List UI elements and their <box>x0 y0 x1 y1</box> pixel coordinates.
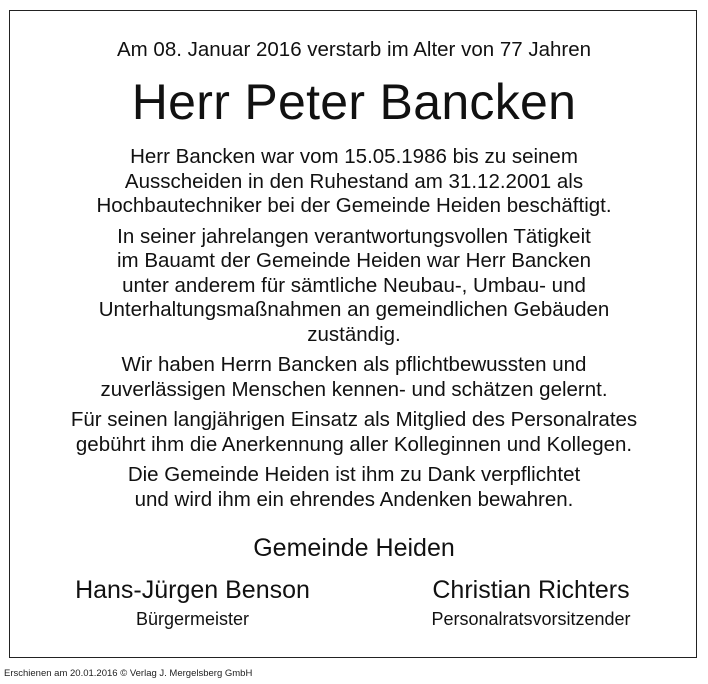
text-line: Für seinen langjährigen Einsatz als Mitglied des Personalrates <box>70 408 638 431</box>
text-line: Unterhaltungsmaßnahmen an gemeindlichen Gebäuden <box>98 298 610 321</box>
signatory-mayor <box>30 574 355 631</box>
paragraph-employment <box>0 145 708 219</box>
text-line: zuverlässigen Menschen kennen- und schätzen gelernt. <box>100 377 608 401</box>
text-line: Herr Bancken war vom 15.05.1986 bis zu seinem <box>130 145 578 168</box>
text-line: In seiner jahrelangen verantwortungsvollen Tätigkeit <box>117 224 591 248</box>
text-line: Hochbautechniker bei der Gemeinde Heiden beschäftigt. <box>96 194 612 217</box>
paragraph-staff-council <box>0 408 708 457</box>
paragraph-appreciation <box>0 353 708 402</box>
text-line: unter anderem für sämtliche Neubau-, Umbau- und <box>122 273 586 297</box>
text-line: und wird ihm ein ehrendes Andenken bewahren. <box>134 487 574 511</box>
paragraph-duties <box>0 225 708 348</box>
text-line: Wir haben Herrn Bancken als pflichtbewussten und <box>121 353 587 376</box>
organization-name: Gemeinde Heiden <box>253 534 455 562</box>
text-line: gebührt ihm die Anerkennung aller Kolleginnen und Kollegen. <box>75 432 633 456</box>
signatory-role: Personalratsvorsitzender <box>431 609 631 629</box>
notice-intro: Am 08. Januar 2016 verstarb im Alter von 77 Jahren <box>116 38 592 61</box>
paragraph-gratitude <box>0 463 708 512</box>
signatory-council-chair <box>370 574 692 631</box>
deceased-name: Herr Peter Bancken <box>131 74 577 130</box>
text-line: zuständig. <box>307 322 401 346</box>
publication-footer: Erschienen am 20.01.2016 © Verlag J. Mergelsberg GmbH <box>4 668 253 679</box>
text-line: Ausscheiden in den Ruhestand am 31.12.2001 als <box>124 169 584 193</box>
signatory-name: Christian Richters <box>432 576 630 604</box>
text-line: im Bauamt der Gemeinde Heiden war Herr Bancken <box>117 249 591 272</box>
notice-body <box>0 145 708 518</box>
text-line: Die Gemeinde Heiden ist ihm zu Dank verpflichtet <box>127 463 581 486</box>
signatory-name: Hans-Jürgen Benson <box>75 576 310 604</box>
signatory-role: Bürgermeister <box>135 609 250 629</box>
